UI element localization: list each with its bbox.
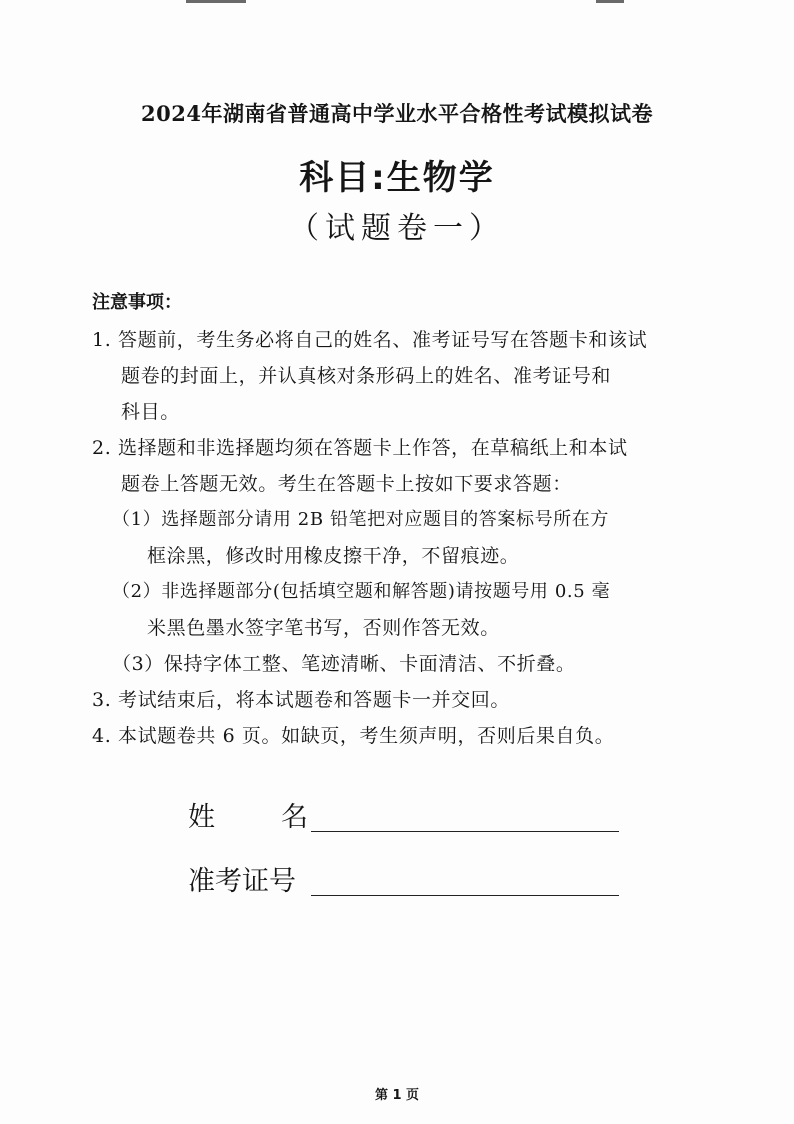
exam-id-field-row [188,860,618,900]
note-line: 米黑色墨水签字笔书写，否则作答无效。 [147,617,500,639]
note-line: 4. 本试题卷共 6 页。如缺页，考生须声明，否则后果自负。 [92,725,615,747]
name-field-row [188,796,618,836]
note-line: 题卷的封面上，并认真核对条形码上的姓名、准考证号和 [121,365,612,387]
page-number: 第 1 页 [374,1088,420,1103]
note-line: 科目。 [121,401,180,423]
scan-mark [596,0,624,3]
note-line: （1）选择题部分请用 2B 铅笔把对应题目的答案标号所在方 [112,509,609,530]
name-input[interactable] [311,807,619,832]
note-line: 题卷上答题无效。考生在答题卡上按如下要求答题： [121,473,572,495]
note-line: 1. 答题前，考生务必将自己的姓名、准考证号写在答题卡和该试 [92,329,648,351]
volume-label: （试题卷一） [289,211,505,246]
scan-mark [186,0,246,3]
note-line: （3）保持字体工整、笔迹清晰、卡面清洁、不折叠。 [112,653,576,675]
note-line: （2）非选择题部分(包括填空题和解答题)请按题号用 0.5 毫 [112,581,611,602]
exam-id-input[interactable] [311,871,619,896]
name-label-char-2: 名 [281,802,308,833]
note-line: 框涂黑，修改时用橡皮擦干净，不留痕迹。 [147,545,520,567]
name-label [188,795,308,834]
note-line: 3. 考试结束后，将本试题卷和答题卡一并交回。 [92,689,510,711]
note-line: 2. 选择题和非选择题均须在答题卡上作答，在草稿纸上和本试 [92,437,628,459]
exam-title: 2024年湖南省普通高中学业水平合格性考试模拟试卷 [141,101,653,126]
exam-id-label: 准考证号 [188,866,296,897]
notes-heading: 注意事项： [92,292,182,313]
subject-title: 科目:生物学 [299,158,495,198]
name-label-char-1: 姓 [188,802,215,833]
